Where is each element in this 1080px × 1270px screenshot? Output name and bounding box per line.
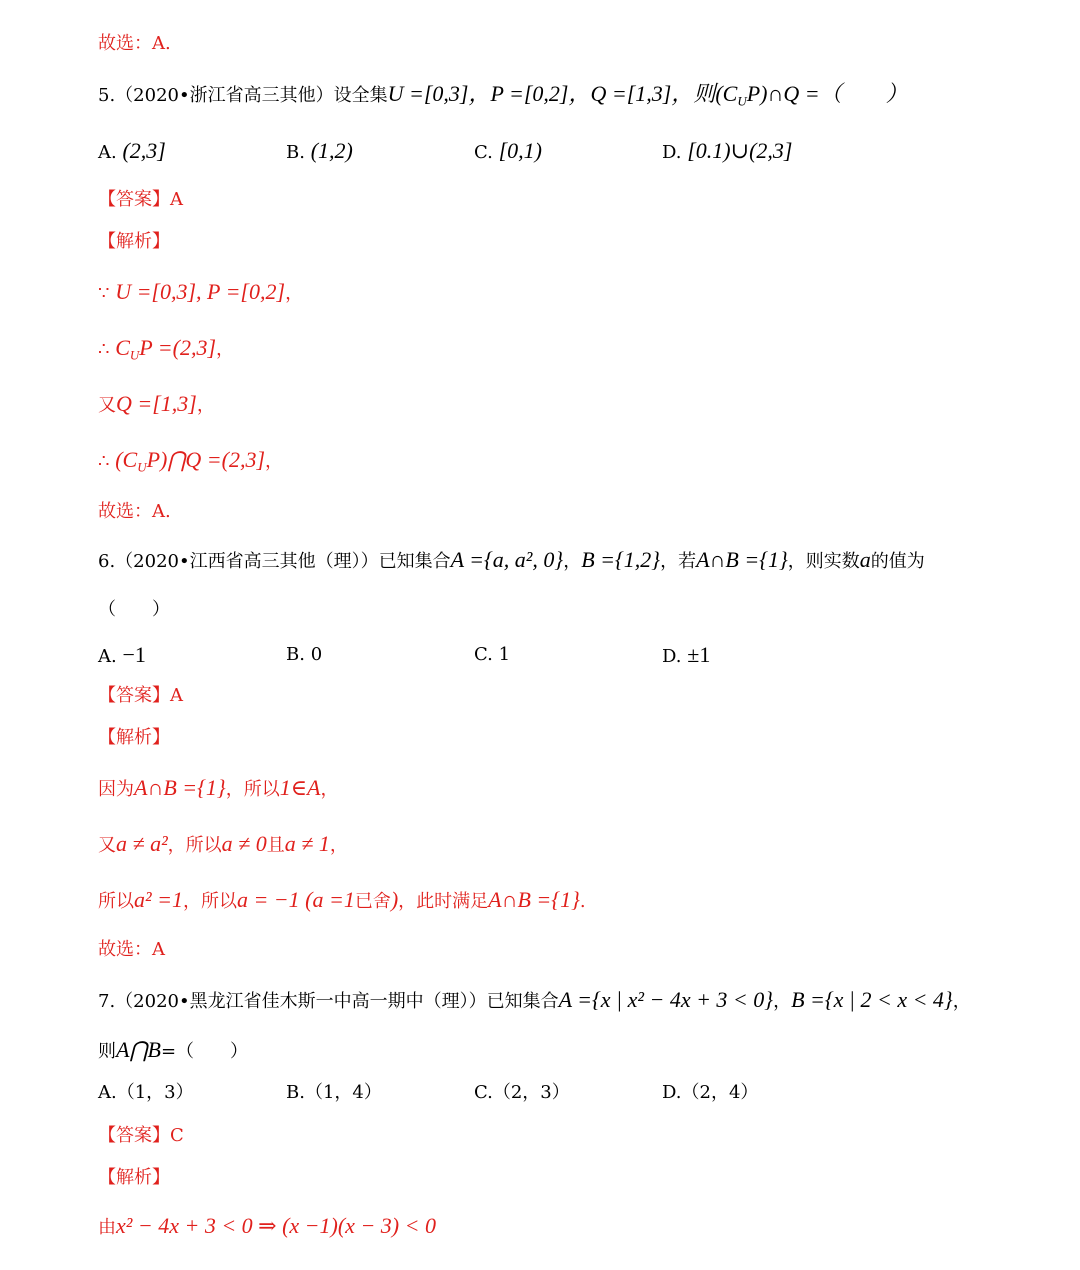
- answer-tag: 【答案】: [98, 1125, 170, 1146]
- q6-options: [98, 640, 1040, 670]
- q6-option-b: B. 0: [286, 644, 323, 665]
- q7-stem: 7.（2020•黑龙江省佳木斯一中高一期中（理））已知集合A ={x | x² − 4x + 3 < 0}，B ={x | 2 < x < 4}，: [98, 987, 971, 1012]
- q5-option-a: A. (2,3]: [98, 138, 166, 163]
- q5-options: [98, 136, 1040, 166]
- answer-value: A: [170, 189, 183, 210]
- answer-value: C: [170, 1125, 184, 1146]
- q5-step-2: ∴ $C_UP =(2,3]$，: [98, 335, 235, 363]
- q5-step-3: 又Q =[1,3]，: [98, 391, 215, 416]
- q5-answer: [98, 186, 183, 214]
- q6-answer: [98, 682, 183, 710]
- answer-tag: 【答案】: [98, 189, 170, 210]
- q5-stem-sub: U: [737, 93, 747, 109]
- q5-analysis-tag: 【解析】: [98, 231, 170, 252]
- q7-answer: [98, 1122, 184, 1150]
- answer-value: A: [170, 685, 183, 706]
- q5-option-c: C. [0,1): [474, 138, 542, 163]
- q7-option-d: D.（2，4）: [662, 1082, 759, 1103]
- q5-stem-math2: P)∩Q =（ ）: [746, 81, 908, 106]
- q5-option-b: B. (1,2): [286, 138, 353, 163]
- q5-stem-prefix: 5.（2020•浙江省高三其他）设全集: [98, 85, 388, 106]
- q6-analysis-tag: 【解析】: [98, 727, 170, 748]
- q6-option-d: D. ±1: [662, 642, 711, 667]
- q7-option-a: A.（1，3）: [98, 1082, 194, 1103]
- q6-conclusion: 故选：A: [98, 939, 165, 960]
- q5-option-d: D. [0.1)∪(2,3]: [662, 138, 793, 163]
- answer-tag: 【答案】: [98, 685, 170, 706]
- q6-step-3: 所以a² =1，所以a = −1 (a =1已舍)，此时满足A∩B ={1}.: [98, 887, 586, 912]
- q6-stem: 6.（2020•江西省高三其他（理））已知集合A ={a, a², 0}，B ={1,2}，若A∩B ={1}，则实数a的值为: [98, 547, 925, 572]
- q5-conclusion: 故选：A.: [98, 501, 171, 522]
- q6-step-2: 又a ≠ a²，所以a ≠ 0且a ≠ 1，: [98, 831, 348, 856]
- q6-option-c: C. 1: [474, 644, 511, 665]
- q7-stem-line2: 则A⋂B=（ ）: [98, 1037, 249, 1062]
- q5-stem: [98, 80, 908, 108]
- q7-step-1: 由x² − 4x + 3 < 0 ⇒ (x −1)(x − 3) < 0: [98, 1213, 436, 1238]
- q7-option-b: B.（1，4）: [286, 1082, 382, 1103]
- q4-conclusion: 故选：A.: [98, 33, 171, 54]
- q5-step-1: ∵ U =[0,3], P =[0,2]，: [98, 279, 304, 304]
- q7-analysis-tag: 【解析】: [98, 1167, 170, 1188]
- q7-options: [98, 1078, 1040, 1108]
- q5-step-4: ∴ $(C_UP)⋂Q =(2,3]$，: [98, 447, 284, 475]
- q6-step-1: 因为A∩B ={1}，所以1∈A，: [98, 775, 339, 800]
- q5-stem-math: U =[0,3]，P =[0,2]，Q =[1,3]，则(C: [387, 81, 738, 106]
- q6-option-a: A. −1: [98, 642, 146, 667]
- q7-option-c: C.（2，3）: [474, 1082, 570, 1103]
- q6-stem-paren: （ ）: [98, 599, 170, 620]
